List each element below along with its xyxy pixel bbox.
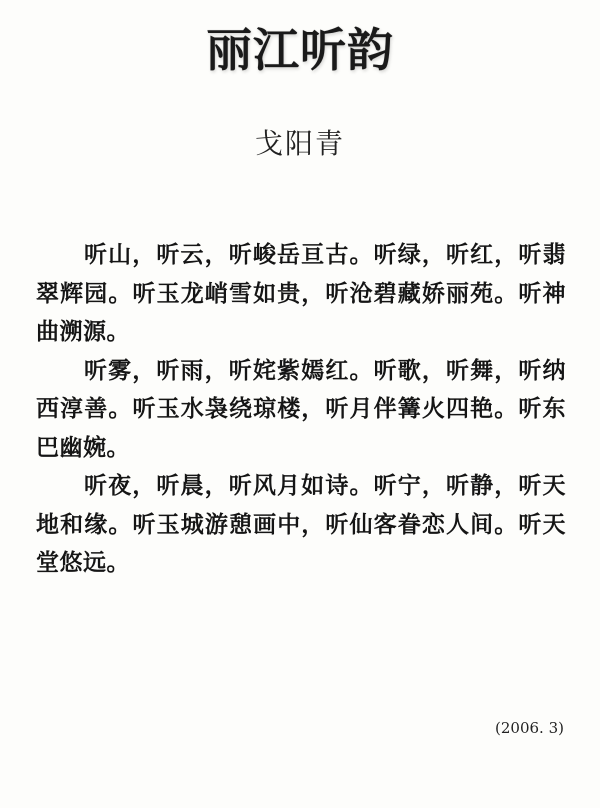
poem-body: [36, 236, 566, 583]
poem-author: 戈阳青: [254, 127, 345, 160]
poem-paragraph-3: 听夜，听晨，听风月如诗。听宁，听静，听天地和缘。听玉城游憩画中，听仙客眷恋人间。听天堂悠远。: [36, 472, 566, 576]
poem-paragraph-2: 听雾，听雨，听姹紫嫣红。听歌，听舞，听纳西淳善。听玉水袅绕琼楼，听月伴篝火四艳。听东巴幽婉。: [36, 356, 566, 461]
poem-date: (2006. 3): [495, 719, 564, 737]
poem-paragraph-1: 听山，听云，听峻岳亘古。听绿，听红，听翡翠辉园。听玉龙峭雪如贵，听沧碧藏娇丽苑。听神曲溯源。: [36, 241, 566, 345]
poem-title: 丽江听韵: [206, 23, 394, 77]
